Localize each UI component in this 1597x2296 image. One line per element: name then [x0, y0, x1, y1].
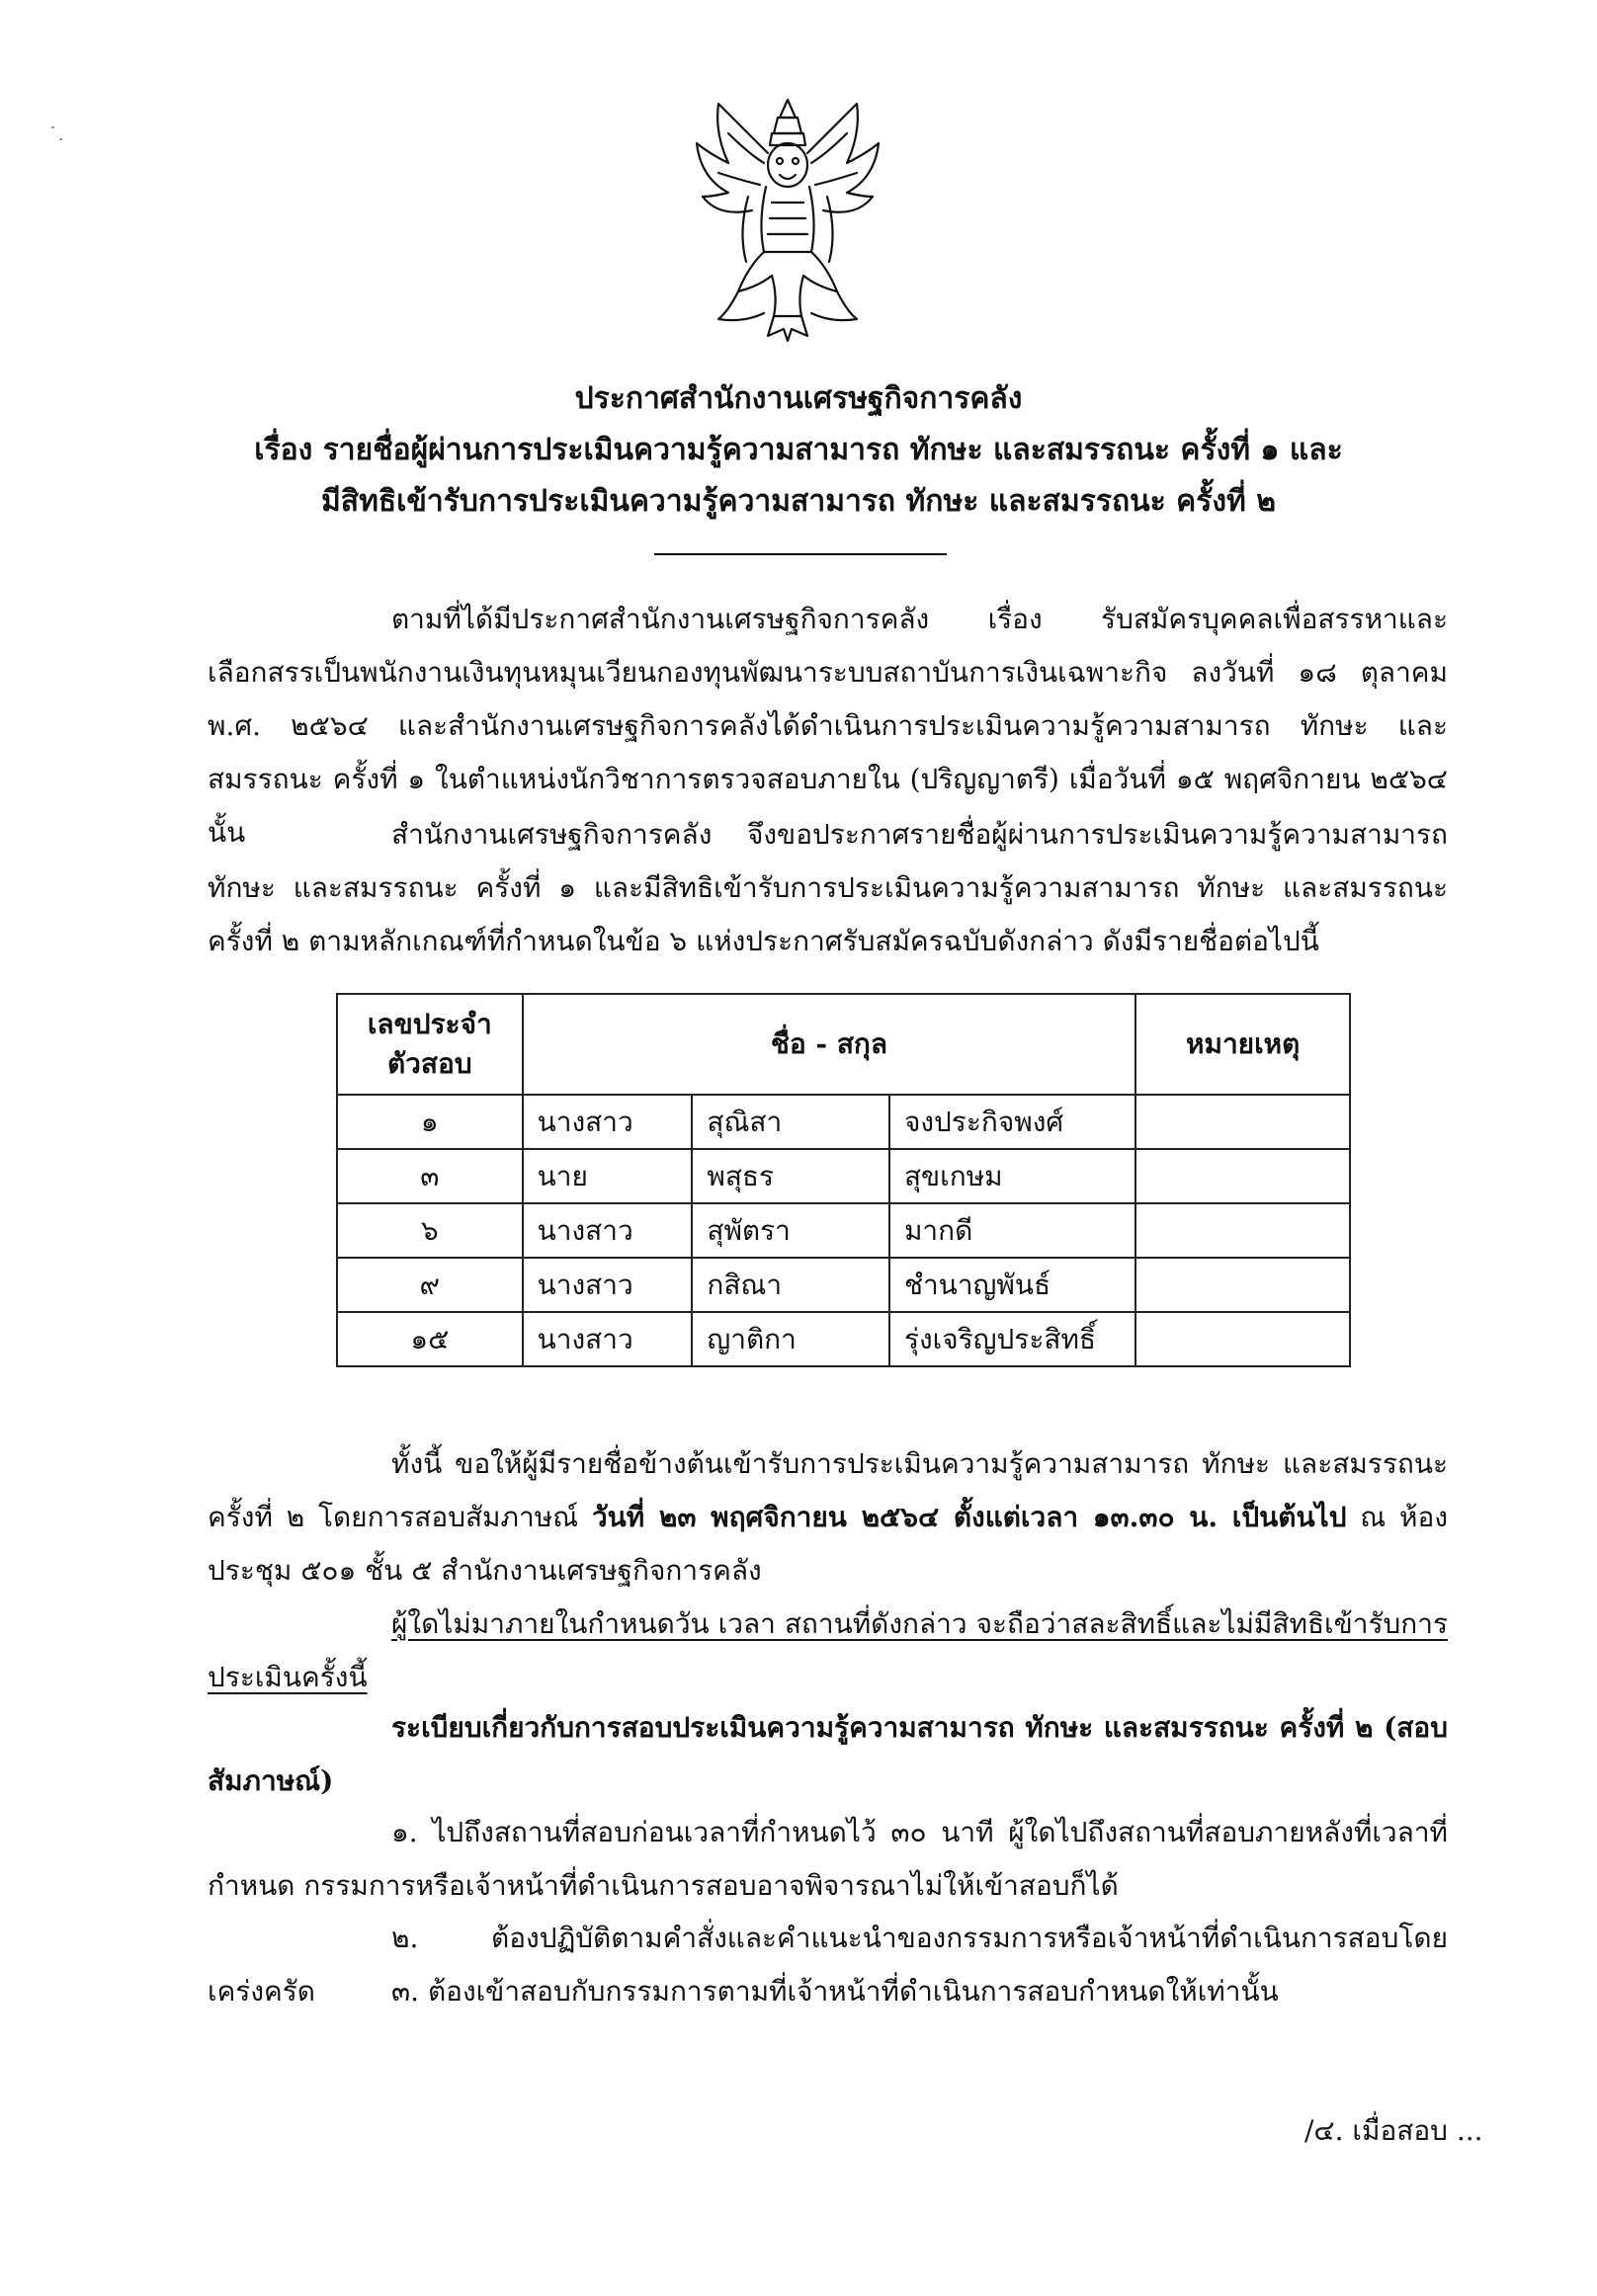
table-row	[337, 1312, 1350, 1366]
table-row	[337, 1258, 1350, 1312]
cell-last-name: มากดี	[889, 1203, 1135, 1258]
cell-last-name: รุ่งเจริญประสิทธิ์	[889, 1312, 1135, 1366]
header-remarks: หมายเหตุ	[1135, 994, 1350, 1095]
candidate-table	[336, 993, 1351, 1367]
cell-exam-id: ๑	[337, 1095, 523, 1149]
paragraph-announcement: สำนักงานเศรษฐกิจการคลัง จึงขอประกาศรายชื่อผู้ผ่านการประเมินความรู้ความสามารถ ทักษะ และสมรรถนะ ครั้งที่ ๑ และมีสิทธิเข้ารับการประเมินความรู้ความสามารถ ทักษะ และสมรรถนะ ครั้งที่ ๒ ตามหลักเกณฑ์ที่กำหนดในข้อ ๖ แห่งประกาศรับสมัครฉบับดังกล่าว ดังมีรายชื่อต่อไปนี้	[208, 818, 1448, 957]
cell-exam-id: ๙	[337, 1258, 523, 1312]
cell-last-name: ชำนาญพันธ์	[889, 1258, 1135, 1312]
table-row	[337, 1149, 1350, 1203]
table-row	[337, 1203, 1350, 1258]
cell-exam-id: ๖	[337, 1203, 523, 1258]
cell-first-name: ญาติกา	[692, 1312, 889, 1366]
scan-speck	[59, 138, 62, 140]
cell-remark	[1135, 1095, 1350, 1149]
schedule-text: ทั้งนี้ ขอให้ผู้มีรายชื่อข้างต้นเข้ารับการประเมินความรู้ความสามารถ ทักษะ และสมรรถนะ ครั้งที่ ๒ โดยการสอบสัมภาษณ์	[208, 1447, 1448, 1533]
cell-title: นางสาว	[523, 1095, 693, 1149]
cell-title: นางสาว	[523, 1258, 693, 1312]
schedule-venue: ณ ห้องประชุม ๕๐๑ ชั้น ๕ สำนักงานเศรษฐกิจการคลัง	[208, 1501, 1448, 1587]
subject-line-2: มีสิทธิเข้ารับการประเมินความรู้ความสามารถ ทักษะ และสมรรถนะ ครั้งที่ ๒	[320, 484, 1277, 519]
cell-first-name: กสิณา	[692, 1258, 889, 1312]
paragraph-forfeit-warning	[208, 1598, 1448, 1704]
cell-remark	[1135, 1312, 1350, 1366]
cell-first-name: พสุธร	[692, 1149, 889, 1203]
cell-last-name: สุขเกษม	[889, 1149, 1135, 1203]
paragraph-interview-schedule	[208, 1437, 1448, 1598]
cell-remark	[1135, 1149, 1350, 1203]
cell-first-name: สุณิสา	[692, 1095, 889, 1149]
announcement-title: ประกาศสำนักงานเศรษฐกิจการคลัง	[574, 381, 1023, 416]
table-header-row	[337, 994, 1350, 1095]
rules-heading: ระเบียบเกี่ยวกับการสอบประเมินความรู้ความสามารถ ทักษะ และสมรรถนะ ครั้งที่ ๒ (สอบสัมภาษณ์)	[208, 1711, 1448, 1797]
cell-remark	[1135, 1258, 1350, 1312]
garuda-emblem-icon	[689, 94, 886, 346]
table-row	[337, 1095, 1350, 1149]
subject-line-1: เรื่อง รายชื่อผู้ผ่านการประเมินความรู้ความสามารถ ทักษะ และสมรรถนะ ครั้งที่ ๑ และ	[254, 433, 1343, 467]
schedule-date-time: วันที่ ๒๓ พฤศจิกายน ๒๕๖๔ ตั้งแต่เวลา ๑๓.๓๐ น. เป็นต้นไป	[591, 1501, 1347, 1533]
page-continuation: /๔. เมื่อสอบ ...	[1304, 2114, 1483, 2147]
forfeit-warning-text: ผู้ใดไม่มาภายในกำหนดวัน เวลา สถานที่ดังกล่าว จะถือว่าสละสิทธิ์และไม่มีสิทธิเข้ารับการประเมินครั้งนี้	[208, 1607, 1448, 1693]
rule-item-2: ๒. ต้องปฏิบัติตามคำสั่งและคำแนะนำของกรรมการหรือเจ้าหน้าที่ดำเนินการสอบโดยเคร่งครัด	[208, 1922, 1448, 2008]
cell-remark	[1135, 1203, 1350, 1258]
rule-item-1: ๑. ไปถึงสถานที่สอบก่อนเวลาที่กำหนดไว้ ๓๐ นาที ผู้ใดไปถึงสถานที่สอบภายหลังที่เวลาที่กำหนด กรรมการหรือเจ้าหน้าที่ดำเนินการสอบอาจพิจารณาไม่ให้เข้าสอบก็ได้	[208, 1816, 1448, 1902]
rule-item-3: ๓. ต้องเข้าสอบกับกรรมการตามที่เจ้าหน้าที่ดำเนินการสอบกำหนดให้เท่านั้น	[391, 1975, 1279, 2008]
scan-speck	[51, 126, 54, 128]
paragraph-background: ตามที่ได้มีประกาศสำนักงานเศรษฐกิจการคลัง เรื่อง รับสมัครบุคคลเพื่อสรรหาและเลือกสรรเป็นพนักงานเงินทุนหมุนเวียนกองทุนพัฒนาระบบสถาบันการเงินเฉพาะกิจ ลงวันที่ ๑๘ ตุลาคม พ.ศ. ๒๕๖๔ และสำนักงานเศรษฐกิจการคลังได้ดำเนินการประเมินความรู้ความสามารถ ทักษะ และสมรรถนะ ครั้งที่ ๑ ในตำแหน่งนักวิชาการตรวจสอบภายใน (ปริญญาตรี) เมื่อวันที่ ๑๕ พฤศจิกายน ๒๕๖๔ นั้น	[208, 603, 1448, 849]
cell-exam-id: ๓	[337, 1149, 523, 1203]
header-exam-id: เลขประจำตัวสอบ	[337, 994, 523, 1095]
cell-first-name: สุพัตรา	[692, 1203, 889, 1258]
cell-title: นางสาว	[523, 1203, 693, 1258]
header-full-name: ชื่อ - สกุล	[523, 994, 1136, 1095]
cell-title: นางสาว	[523, 1312, 693, 1366]
title-divider	[654, 553, 947, 555]
cell-title: นาย	[523, 1149, 693, 1203]
cell-last-name: จงประกิจพงศ์	[889, 1095, 1135, 1149]
cell-exam-id: ๑๕	[337, 1312, 523, 1366]
